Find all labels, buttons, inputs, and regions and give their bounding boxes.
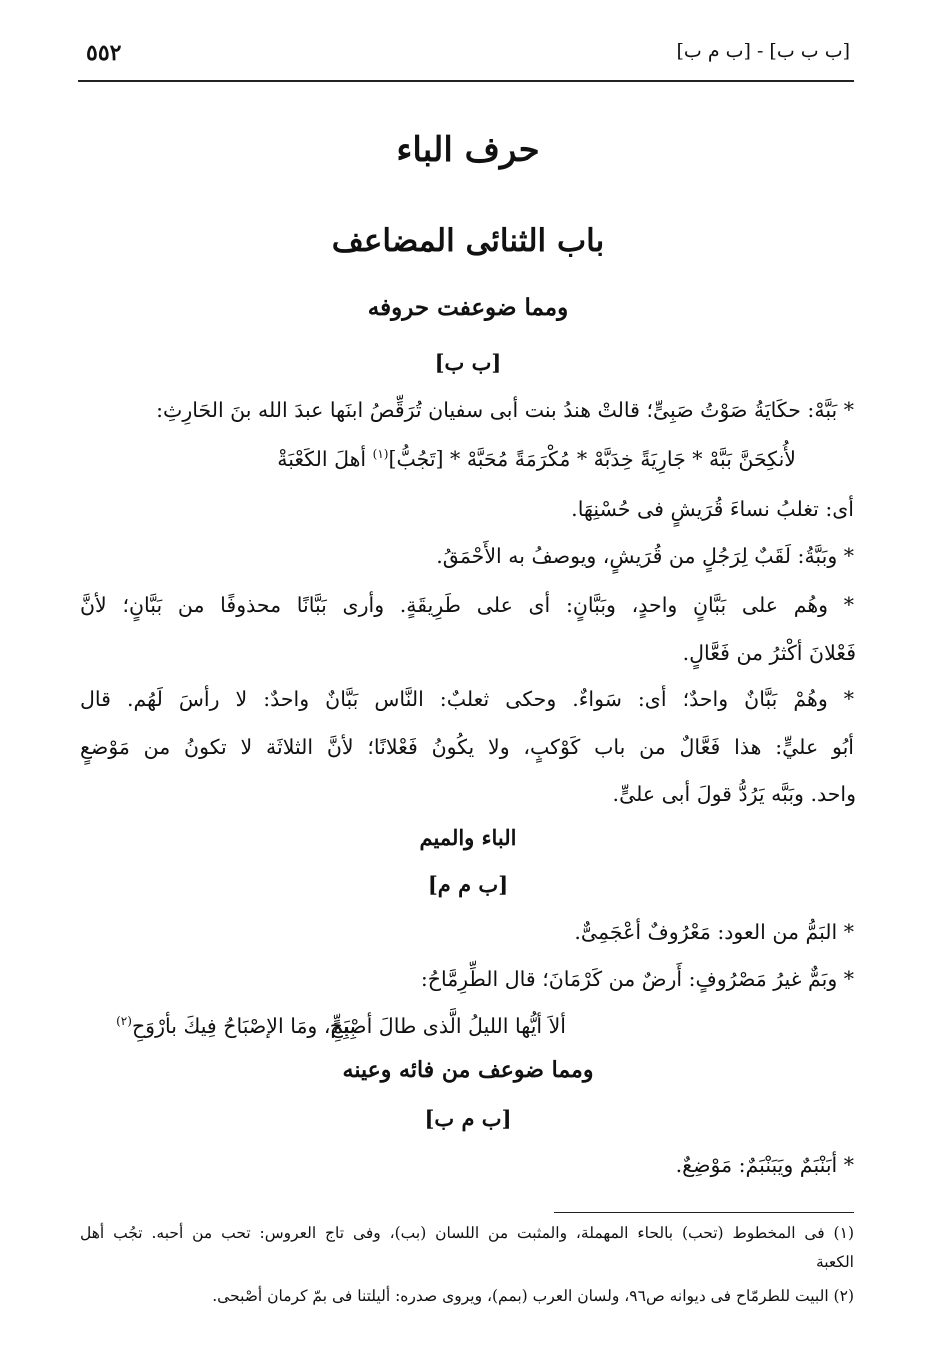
verse-2-second-hemistich: [116, 1014, 356, 1038]
footnote-2: (٢) البيت للطرمّاح فى ديوانه ص٩٦، ولسان العرب (بمم)، ويروى صدره: أليلتنا فى بمّ كرمان أصْبحى.: [212, 1287, 854, 1305]
header-rule: [78, 80, 854, 82]
entry-babban-4: أبُو عليٍّ: هذا فَعَّالٌ من باب كَوْكبٍ، ولا يكُونُ فَعْلانًا؛ لأنَّ الثلاثَة لا تكونُ من مَوْضعٍ: [80, 735, 854, 759]
verse-2-second-text: بِبَمٍّ، ومَا الإصْبَاحُ فِيكَ بأرْوَحِ: [131, 1014, 356, 1038]
entry-babbah: * بَبَّهْ: حكَايَةُ صَوْتُ صَبِىٍّ؛ قالتْ هندُ بنت أبى سفيان تُرَقِّصُ ابنَها عبدَ الله بنَ الحَارِثِ:: [156, 398, 854, 422]
entry-babban-2: فَعْلانَ أكْثرُ من فَعَّالٍ.: [682, 641, 856, 665]
subsection-heading: الباء والميم: [419, 825, 517, 850]
footnote-ref-2: (٢): [116, 1014, 132, 1029]
gloss-line: أى: تغلبُ نساءَ قُرَيشٍ فى حُسْنِهَا.: [571, 497, 854, 521]
page-number: ٥٥٢: [86, 40, 122, 66]
footnote-1-line-1: (١) فى المخطوط (تحب) بالحاء المهملة، والمثبت من اللسان (بب)، وفى تاج العروس: تحب من أحبه. تجُب أهل: [80, 1224, 854, 1242]
section-3-heading: ومما ضوعف من فائه وعينه: [342, 1057, 594, 1083]
entry-abanbam: * أبَنْبَمٌ ويَبَنْبَمٌ: مَوْضِعٌ.: [675, 1153, 854, 1177]
letter-heading: حرف الباء: [396, 130, 540, 170]
entry-bamm-place: * وبَمٌّ غيرُ مَصْرُوفٍ: أَرضٌ من كَرْمَانَ؛ قال الطِّرِمَّاحُ:: [420, 967, 854, 991]
entry-babbah-laqab: * وبَبَّةُ: لَقَبٌ لِرَجُلٍ من قُرَيشٍ، ويوصفُ به الأَحْمَقُ.: [436, 544, 854, 568]
footnote-rule: [554, 1212, 854, 1213]
entry-babban-5: واحد. وبَبَّه يَرُدُّ قولَ أبى علىٍّ.: [612, 782, 856, 806]
entry-babban-3: * وهُمْ بَبَّانٌ واحدٌ؛ أى: سَواءٌ. وحكى ثعلبٌ: النَّاس بَبَّانٌ واحدٌ: لا رأسَ لَهُم. قال: [80, 687, 854, 711]
root-heading-bmb: [ب م ب]: [424, 1106, 512, 1131]
verse-1-tail: أهلَ الكَعْبَةْ: [277, 447, 367, 471]
footnote-ref-1: (١): [372, 447, 389, 462]
section-heading: ومما ضوعفت حروفه: [367, 294, 569, 321]
verse-1-text: لأُنكِحَنَّ بَبَّهْ * جَارِيَةً خِدَبَّهْ * مُكْرَمَةً مُحَبَّهْ * [تَجُبُّ]: [388, 447, 796, 471]
chapter-heading: باب الثنائى المضاعف: [331, 223, 605, 259]
verse-line-1: [277, 447, 796, 471]
verse-2-first-hemistich: ألاَ أيُّها الليلُ الَّذى طالَ أصْبِحِ: [329, 1014, 566, 1038]
entry-babban-1: * وهُم على بَبَّانٍ واحدٍ، وبَبَّانٍ: أى على طَرِيقَةٍ. وأرى بَبَّانًا محذوفًا من بَبَّانٍ؛ لأنَّ: [80, 593, 854, 617]
footnote-1-line-2: الكعبة: [815, 1253, 854, 1271]
root-heading-bb: [ب ب]: [434, 350, 502, 375]
running-head: [ب ب ب] - [ب م ب]: [676, 40, 850, 62]
entry-bamm: * البَمُّ من العود: مَعْرُوفٌ أعْجَمِىٌّ.: [574, 920, 854, 944]
root-heading-bmm: [ب م م]: [427, 872, 509, 897]
